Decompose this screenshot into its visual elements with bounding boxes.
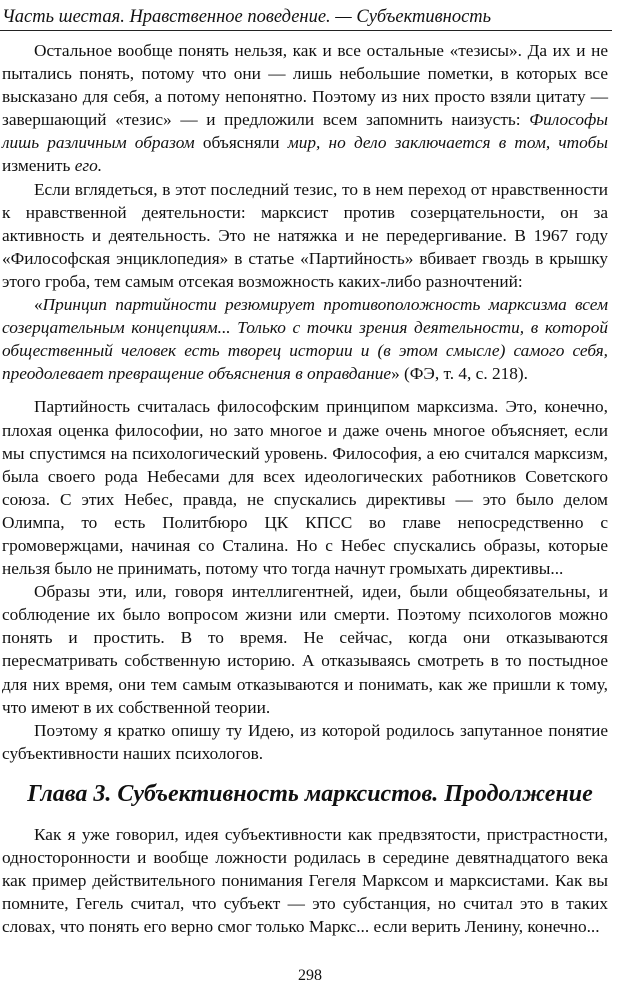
text-run: « bbox=[34, 295, 43, 315]
text-run: изменить bbox=[2, 156, 75, 176]
text-run: объясняли bbox=[194, 133, 288, 153]
text-run: Остальное вообще понять нельзя, как и все остальные «тезисы». Да их и не пытались понять, потому что они — лишь небольшие пометки, в которых все высказано для себя, а потому непонятно. Поэтому из них просто взяли цитату — завершающий «тезис» — и предложили всем запомнить наизусть: bbox=[2, 41, 608, 130]
page-number: 298 bbox=[298, 967, 322, 984]
paragraph-4 bbox=[2, 580, 608, 719]
chapter-paragraph-1 bbox=[2, 823, 608, 938]
paragraph-5 bbox=[2, 719, 608, 765]
italic-run: Философы лишь различным образом bbox=[2, 110, 608, 153]
paragraph-2 bbox=[2, 178, 608, 293]
body-text bbox=[2, 39, 608, 765]
running-head: Часть шестая. Нравственное поведение. — Субъективность bbox=[2, 7, 492, 27]
italic-run: его. bbox=[74, 156, 103, 176]
italic-run: мир, но дело заключается в том, чтобы bbox=[287, 133, 608, 153]
italic-run: Принцип партийности резюмирует противоположность марксизма всем созерцательным концепциям... Только с точки зрения деятельности, в которой общественный человек есть творец истории и (в этом смысле) самого себя, преодолевает превращение объяснения в оправдание bbox=[2, 295, 608, 384]
text-run: Как я уже говорил, идея субъективности как предвзятости, пристрастности, односторонности и вообще ложности родилась в середине девятнадцатого века как пример действительного понимания Гегеля Марксом и марксистами. Как вы помните, Гегель считал, что субъект — это субстанция, но считал это в таких словах, что понять его верно смог только Маркс... если верить Ленину, конечно... bbox=[2, 825, 608, 937]
citation: » (ФЭ, т. 4, с. 218). bbox=[391, 364, 528, 384]
text-run: Партийность считалась философским принципом марксизма. Это, конечно, плохая оценка философии, но зато многое и даже очень многое объясняет, если мы спустимся на психологический уровень. Философия, а ею считался марксизм, была своего рода Небесами для всех идеологических работников Советского союза. С этих Небес, правда, не спускались директивы — это было делом Олимпа, то есть Политбюро ЦК КПСС во главе непосредственно с громовержцами, начиная со Сталина. Но с Небес спускались образы, которые нельзя было не принимать, потому что тогда начнут громыхать директивы... bbox=[2, 397, 608, 579]
text-run: Образы эти, или, говоря интеллигентней, идеи, были общеобязательны, и соблюдение их было вопросом жизни или смерти. Поэтому психологов можно понять и простить. В то время. Не сейчас, когда они отказываются пересматривать собственную историю. А отказываясь смотреть в то постыдное для них время, они тем самым отказываются и понимать, как же пришли к тому, что имеют в их собственной теории. bbox=[2, 582, 608, 717]
quotation bbox=[2, 293, 608, 385]
paragraph-1 bbox=[2, 39, 608, 178]
header-rule bbox=[0, 30, 612, 31]
text-run: Если вглядеться, в этот последний тезис, то в нем переход от нравственности к нравственной деятельности: марксист против созерцательности, он за активность и деятельность. Это не натяжка и не передергивание. В 1967 году «Философская энциклопедия» в статье «Партийность» вбивает гвоздь в крышку этого гроба, тем самым отсекая возможность каких-либо разночтений: bbox=[2, 179, 608, 291]
paragraph-3 bbox=[2, 395, 608, 580]
text-run: Поэтому я кратко опишу ту Идею, из которой родилось запутанное понятие субъективности наших психологов. bbox=[2, 720, 608, 763]
chapter-body-text bbox=[2, 823, 608, 938]
chapter-heading: Глава 3. Субъективность марксистов. Продолжение bbox=[27, 781, 593, 807]
